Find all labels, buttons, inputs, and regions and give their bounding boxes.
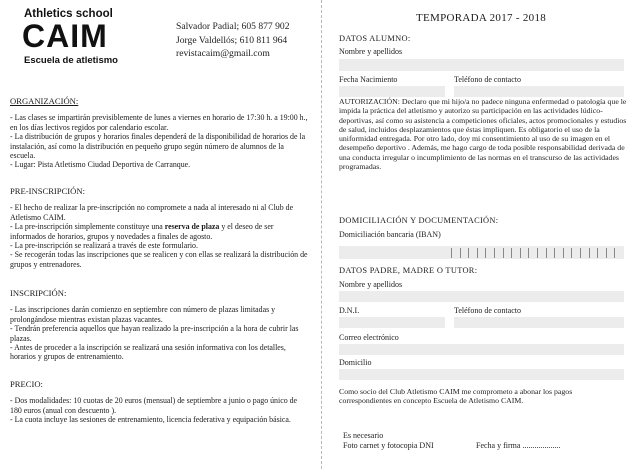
logo-brand: CAIM [22,18,108,54]
inscripcion-section [10,289,310,362]
necesario-label: Es necesario [343,431,384,440]
iban-label: Domiciliación bancaria (IBAN) [339,230,441,239]
telefono-label: Teléfono de contacto [454,75,521,84]
padre-telefono-label: Teléfono de contacto [454,306,521,315]
nombre-label: Nombre y apellidos [339,47,403,56]
season-title: TEMPORADA 2017 - 2018 [416,12,547,24]
preinscripcion-heading: PRE-INSCRIPCIÓN: [10,186,85,196]
correo-field[interactable] [339,344,624,355]
fecha-nacimiento-field[interactable] [339,86,445,97]
preinscripcion-item: - La pre-inscripción simplemente constituye una reserva de plaza y el deseo de ser informados de horarios, grupos y novedades a finales de agosto. [10,222,274,241]
organizacion-section [10,97,310,170]
preinscripcion-item: - El hecho de realizar la pre-inscripción no compromete a nada al interesado ni al Club de Atletismo CAIM. [10,203,294,222]
padre-telefono-field[interactable] [454,317,624,328]
commitment-text: Como socio del Club Atletismo CAIM me comprometo a abonar los pagos correspondientes en concepto Escuela de Atletismo CAIM. [339,387,573,406]
organizacion-item: - La distribución de grupos y horarios finales dependerá de la disponibilidad de horarios de la instalación, así como la distribución en pequeño grupo según número de alumnos de la escuela. [10,132,306,161]
precio-section [10,380,310,425]
contact-email: revistacaim@gmail.com [176,48,270,59]
preinscripcion-section [10,187,310,269]
organizacion-item: - Las clases se impartirán previsiblemente de lunes a viernes en horario de 17:30 h. a 19:00 h., en los días lectivos regidos por calendario escolar. [10,113,308,132]
alumno-heading: DATOS ALUMNO: [339,34,411,43]
alumno-telefono-field[interactable] [454,86,624,97]
firma-label: Fecha y firma ................... [476,441,561,450]
logo-school-line: Athletics school [24,8,113,20]
precio-item: - Dos modalidades: 10 cuotas de 20 euros (mensual) de septiembre a junio o pago único de 180 euros (anual con descuento ). [10,396,298,415]
padre-nombre-label: Nombre y apellidos [339,280,403,289]
authorization-text: AUTORIZACIÓN: Declaro que mi hijo/a no padece ninguna enfermedad o patología que le impida la práctica del atletismo y autorizo su participación en las actividades lúdico-deportivas, así como su asistencia a competiciones oficiales, actos promocionales y estudios de salud, incluidos desplazamientos que éstas impliquen. Es obligatorio el uso de la uniformidad entregada. Por otro lado, doy mi consentimiento al uso de su imagen en el desempeño deportivo . Además, me hago cargo de toda posible responsabilidad derivada de una conducta irregular o incumplimiento de las normas en el transcurso de las actividades programadas. [339,97,627,172]
padre-heading: DATOS PADRE, MADRE O TUTOR: [339,266,478,275]
inscripcion-item: - Antes de proceder a la inscripción se realizará una sesión informativa con los detalles, horarios y grupos de entrenamiento. [10,343,286,362]
organizacion-item: - Lugar: Pista Atletismo Ciudad Deportiva de Carranque. [10,160,191,170]
correo-label: Correo electrónico [339,333,399,342]
domicilio-field[interactable] [339,369,624,380]
iban-separators [451,248,623,258]
contact-info [176,20,290,61]
inscripcion-item: - Las inscripciones darán comienzo en septiembre con número de plazas limitadas y prolongándose mientras existan plazas vacantes. [10,305,276,324]
logo-caption: Escuela de atletismo [24,55,118,66]
preinscripcion-item: - La pre-inscripción se realizará a través de este formulario. [10,241,198,251]
inscripcion-item: - Tendrán preferencia aquellos que hayan realizado la pre-inscripción a la hora de cubrir las plazas. [10,324,299,343]
precio-heading: PRECIO: [10,379,43,389]
contact-line: Salvador Padial; 605 877 902 [176,21,290,32]
domiciliacion-heading: DOMICILIACIÓN Y DOCUMENTACIÓN: [339,216,499,225]
padre-nombre-field[interactable] [339,291,624,302]
dni-label: D.N.I. [339,306,360,315]
organizacion-heading: ORGANIZACIÓN: [10,96,79,106]
domicilio-label: Domicilio [339,358,372,367]
contact-line: Jorge Valdellós; 610 811 964 [176,34,288,46]
inscripcion-heading: INSCRIPCIÓN: [10,288,67,298]
precio-item: - La cuota incluye las sesiones de entrenamiento, licencia federativa y equipación básica. [10,415,291,425]
preinscripcion-item: - Se recogerán todas las inscripciones que se realicen y con ellas se realizará la distribución de grupos y entrenadores. [10,250,308,269]
dni-field[interactable] [339,317,445,328]
fecha-label: Fecha Nacimiento [339,75,398,84]
alumno-nombre-field[interactable] [339,59,624,71]
foto-label: Foto carnet y fotocopia DNI [343,441,434,450]
